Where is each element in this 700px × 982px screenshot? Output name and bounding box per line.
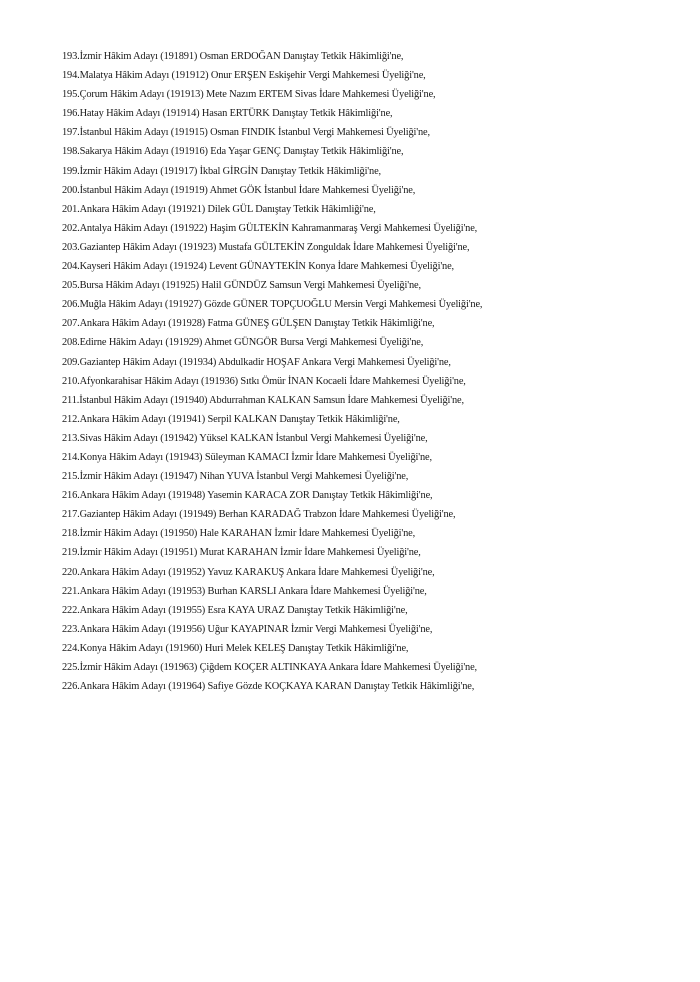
list-item: 212.Ankara Hâkim Adayı (191941) Serpil KALKAN Danıştay Tetkik Hâkimliği'ne, [62,413,400,425]
list-item: 224.Konya Hâkim Adayı (191960) Huri Melek KELEŞ Danıştay Tetkik Hâkimliği'ne, [62,642,409,654]
list-item: 219.İzmir Hâkim Adayı (191951) Murat KARAHAN İzmir İdare Mahkemesi Üyeliği'ne, [62,547,421,559]
list-item: 207.Ankara Hâkim Adayı (191928) Fatma GÜNEŞ GÜLŞEN Danıştay Tetkik Hâkimliği'ne, [62,318,435,330]
list-item: 205.Bursa Hâkim Adayı (191925) Halil GÜNDÜZ Samsun Vergi Mahkemesi Üyeliği'ne, [62,280,421,292]
list-item: 193.İzmir Hâkim Adayı (191891) Osman ERDOĞAN Danıştay Tetkik Hâkimliği'ne, [62,51,404,62]
list-item: 209.Gaziantep Hâkim Adayı (191934) Abdulkadir HOŞAF Ankara Vergi Mahkemesi Üyeliği'ne, [62,356,451,368]
list-item: 202.Antalya Hâkim Adayı (191922) Haşim GÜLTEKİN Kahramanmaraş Vergi Mahkemesi Üyeliği'ne, [62,222,478,234]
list-item: 200.İstanbul Hâkim Adayı (191919) Ahmet GÖK İstanbul İdare Mahkemesi Üyeliği'ne, [62,184,416,196]
list-item: 213.Sivas Hâkim Adayı (191942) Yüksel KALKAN İstanbul Vergi Mahkemesi Üyeliği'ne, [62,432,428,444]
list-item: 195.Çorum Hâkim Adayı (191913) Mete Nazım ERTEM Sivas İdare Mahkemesi Üyeliği'ne, [62,89,436,101]
list-item: 196.Hatay Hâkim Adayı (191914) Hasan ERTÜRK Danıştay Tetkik Hâkimliği'ne, [62,108,393,120]
list-item: 220.Ankara Hâkim Adayı (191952) Yavuz KARAKUŞ Ankara İdare Mahkemesi Üyeliği'ne, [62,566,435,578]
list-item: 206.Muğla Hâkim Adayı (191927) Gözde GÜNER TOPÇUOĞLU Mersin Vergi Mahkemesi Üyeliği'ne, [62,299,483,311]
list-item: 216.Ankara Hâkim Adayı (191948) Yasemin KARACA ZOR Danıştay Tetkik Hâkimliği'ne, [62,490,433,502]
list-item: 217.Gaziantep Hâkim Adayı (191949) Berhan KARADAĞ Trabzon İdare Mahkemesi Üyeliği'ne, [62,509,456,521]
list-item: 211.İstanbul Hâkim Adayı (191940) Abdurrahman KALKAN Samsun İdare Mahkemesi Üyeliği'ne, [62,394,464,406]
list-item: 215.İzmir Hâkim Adayı (191947) Nihan YUVA İstanbul Vergi Mahkemesi Üyeliği'ne, [62,471,409,483]
list-item: 218.İzmir Hâkim Adayı (191950) Hale KARAHAN İzmir İdare Mahkemesi Üyeliği'ne, [62,528,416,540]
list-item: 204.Kayseri Hâkim Adayı (191924) Levent GÜNAYTEKİN Konya İdare Mahkemesi Üyeliği'ne, [62,261,455,273]
list-item: 208.Edirne Hâkim Adayı (191929) Ahmet GÜNGÖR Bursa Vergi Mahkemesi Üyeliği'ne, [62,337,424,349]
list-item: 214.Konya Hâkim Adayı (191943) Süleyman KAMACI İzmir İdare Mahkemesi Üyeliği'ne, [62,451,432,463]
list-item: 201.Ankara Hâkim Adayı (191921) Dilek GÜL Danıştay Tetkik Hâkimliği'ne, [62,203,376,215]
list-item: 223.Ankara Hâkim Adayı (191956) Uğur KAYAPINAR İzmir Vergi Mahkemesi Üyeliği'ne, [62,623,433,635]
list-item: 210.Afyonkarahisar Hâkim Adayı (191936) Sıtkı Ömür İNAN Kocaeli İdare Mahkemesi Üyeliği'ne, [62,375,466,387]
list-item: 198.Sakarya Hâkim Adayı (191916) Eda Yaşar GENÇ Danıştay Tetkik Hâkimliği'ne, [62,146,404,158]
list-item: 203.Gaziantep Hâkim Adayı (191923) Mustafa GÜLTEKİN Zonguldak İdare Mahkemesi Üyeliği'ne, [62,241,470,253]
appointment-list [62,47,682,696]
list-item: 221.Ankara Hâkim Adayı (191953) Burhan KARSLI Ankara İdare Mahkemesi Üyeliği'ne, [62,585,427,597]
list-item: 197.İstanbul Hâkim Adayı (191915) Osman FINDIK İstanbul Vergi Mahkemesi Üyeliği'ne, [62,127,430,139]
list-item: 222.Ankara Hâkim Adayı (191955) Esra KAYA URAZ Danıştay Tetkik Hâkimliği'ne, [62,604,408,616]
list-item: 226.Ankara Hâkim Adayı (191964) Safiye Gözde KOÇKAYA KARAN Danıştay Tetkik Hâkimliği'ne, [62,681,475,693]
list-item: 194.Malatya Hâkim Adayı (191912) Onur ERŞEN Eskişehir Vergi Mahkemesi Üyeliği'ne, [62,70,426,82]
list-item: 199.İzmir Hâkim Adayı (191917) İkbal GİRGİN Danıştay Tetkik Hâkimliği'ne, [62,165,381,177]
list-item: 225.İzmir Hâkim Adayı (191963) Çiğdem KOÇER ALTINKAYA Ankara İdare Mahkemesi Üyeliği'ne, [62,662,478,673]
